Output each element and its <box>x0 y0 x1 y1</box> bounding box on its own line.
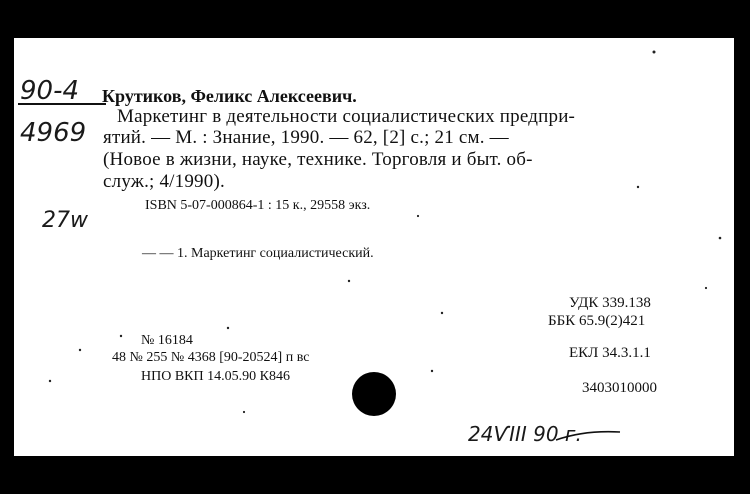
author-heading: Крутиков, Феликс Алексеевич. <box>102 86 357 106</box>
call-number-bottom: 4969 <box>20 118 87 148</box>
call-number-top: 90-4 <box>20 76 80 106</box>
npo-line: НПО ВКП 14.05.90 К846 <box>141 369 290 384</box>
handwritten-mark: 27w <box>42 208 88 233</box>
isbn-line: ISBN 5-07-000864-1 : 15 к., 29558 экз. <box>145 198 371 213</box>
card-number: 3403010000 <box>582 380 657 396</box>
subject-line: — — 1. Маркетинг социалистический. <box>142 246 374 261</box>
catalog-card <box>14 38 734 456</box>
title-line-1: Маркетинг в деятельности социалистических предпри- <box>117 106 576 127</box>
order-number: № 16184 <box>141 333 193 348</box>
title-line-2: ятий. — М. : Знание, 1990. — 62, [2] с.; 21 см. — <box>103 127 509 148</box>
bbk-code: ББК 65.9(2)421 <box>548 313 646 329</box>
handwritten-date: 24ѴIII 90 г. <box>468 422 582 446</box>
series-line-1: (Новое в жизни, науке, технике. Торговля и быт. об- <box>103 149 533 170</box>
udk-code: УДК 339.138 <box>569 295 651 311</box>
speckles <box>14 38 734 456</box>
print-line: 48 № 255 № 4368 [90-20524] п вс <box>112 350 310 365</box>
ekl-code: ЕКЛ 34.3.1.1 <box>569 345 651 361</box>
series-line-2: служ.; 4/1990). <box>103 171 225 192</box>
